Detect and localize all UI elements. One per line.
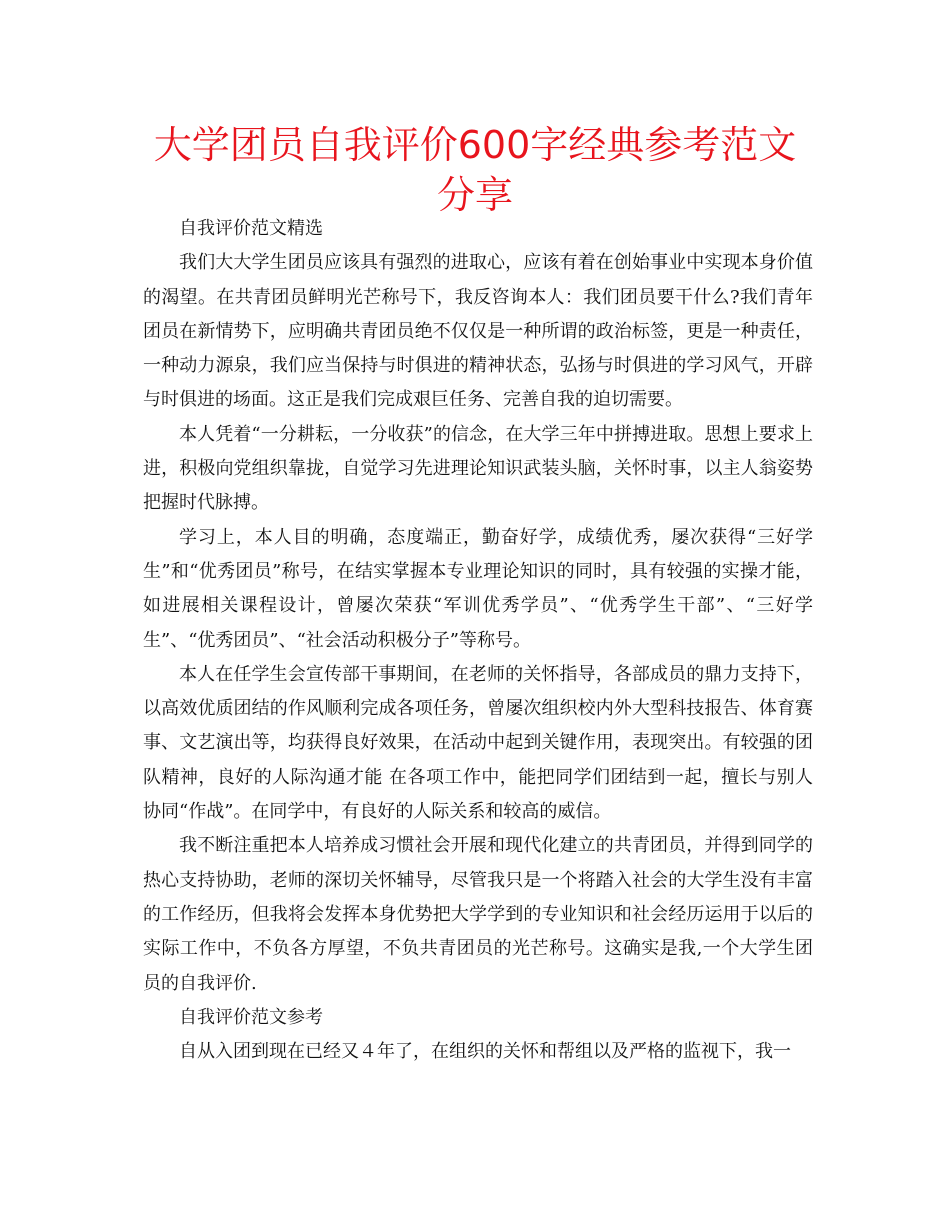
section-heading: 自我评价范文精选 [179, 218, 323, 239]
body-paragraph: 自从入团到现在已经又４年了，在组织的关怀和帮组以及严格的监视下，我一 [179, 1041, 791, 1063]
section-heading: 自我评价范文参考 [179, 1006, 323, 1028]
body-paragraph: 我不断注重把本人培养成习惯社会开展和现代化建立的共青团员，并得到同学的热心支持协助，老师的深切关怀辅导，尽管我只是一个将踏入社会的大学生没有丰富的工作经历，但我将会发挥本身优势把大学学到的专业知识和社会经历运用于以后的实际工作中，不负各方厚望，不负共青团员的光芒称号。这确实是我,一个大学生团员的自我评价. [143, 835, 813, 994]
body-paragraph: 我们大大学生团员应该具有强烈的进取心，应该有着在创始事业中实现本身价值的渴望。在共青团员鲜明光芒称号下，我反咨询本人：我们团员要干什么?我们青年团员在新情势下，应明确共青团员绝不仅仅是一种所谓的政治标签，更是一种责任，一种动力源泉，我们应当保持与时俱进的精神状态，弘扬与时俱进的学习风气，开辟与时俱进的场面。这正是我们完成艰巨任务、完善自我的迫切需要。 [143, 252, 813, 411]
body-paragraph: 本人凭着“一分耕耘，一分收获”的信念，在大学三年中拼搏进取。思想上要求上进，积极向党组织靠拢，自觉学习先进理论知识武装头脑，关怀时事，以主人翁姿势把握时代脉搏。 [143, 423, 813, 514]
document-title: 大学团员自我评价600字经典参考范文分享 [153, 123, 797, 217]
body-paragraph: 学习上，本人目的明确，态度端正，勤奋好学，成绩优秀，屡次获得“三好学生”和“优秀团员”称号，在结实掌握本专业理论知识的同时，具有较强的实操才能，如进展相关课程设计，曾屡次荣获“军训优秀学员”、“优秀学生干部”、“三好学生”、“优秀团员”、“社会活动积极分子”等称号。 [143, 526, 813, 651]
document-body [143, 212, 813, 1069]
body-paragraph: 本人在任学生会宣传部干事期间，在老师的关怀指导，各部成员的鼎力支持下，以高效优质团结的作风顺利完成各项任务，曾屡次组织校内外大型科技报告、体育赛事、文艺演出等，均获得良好效果，在活动中起到关键作用，表现突出。有较强的团队精神，良好的人际沟通才能 在各项工作中，能把同学们团结到一起，擅长与别人协同“作战”。在同学中，有良好的人际关系和较高的威信。 [143, 663, 813, 823]
